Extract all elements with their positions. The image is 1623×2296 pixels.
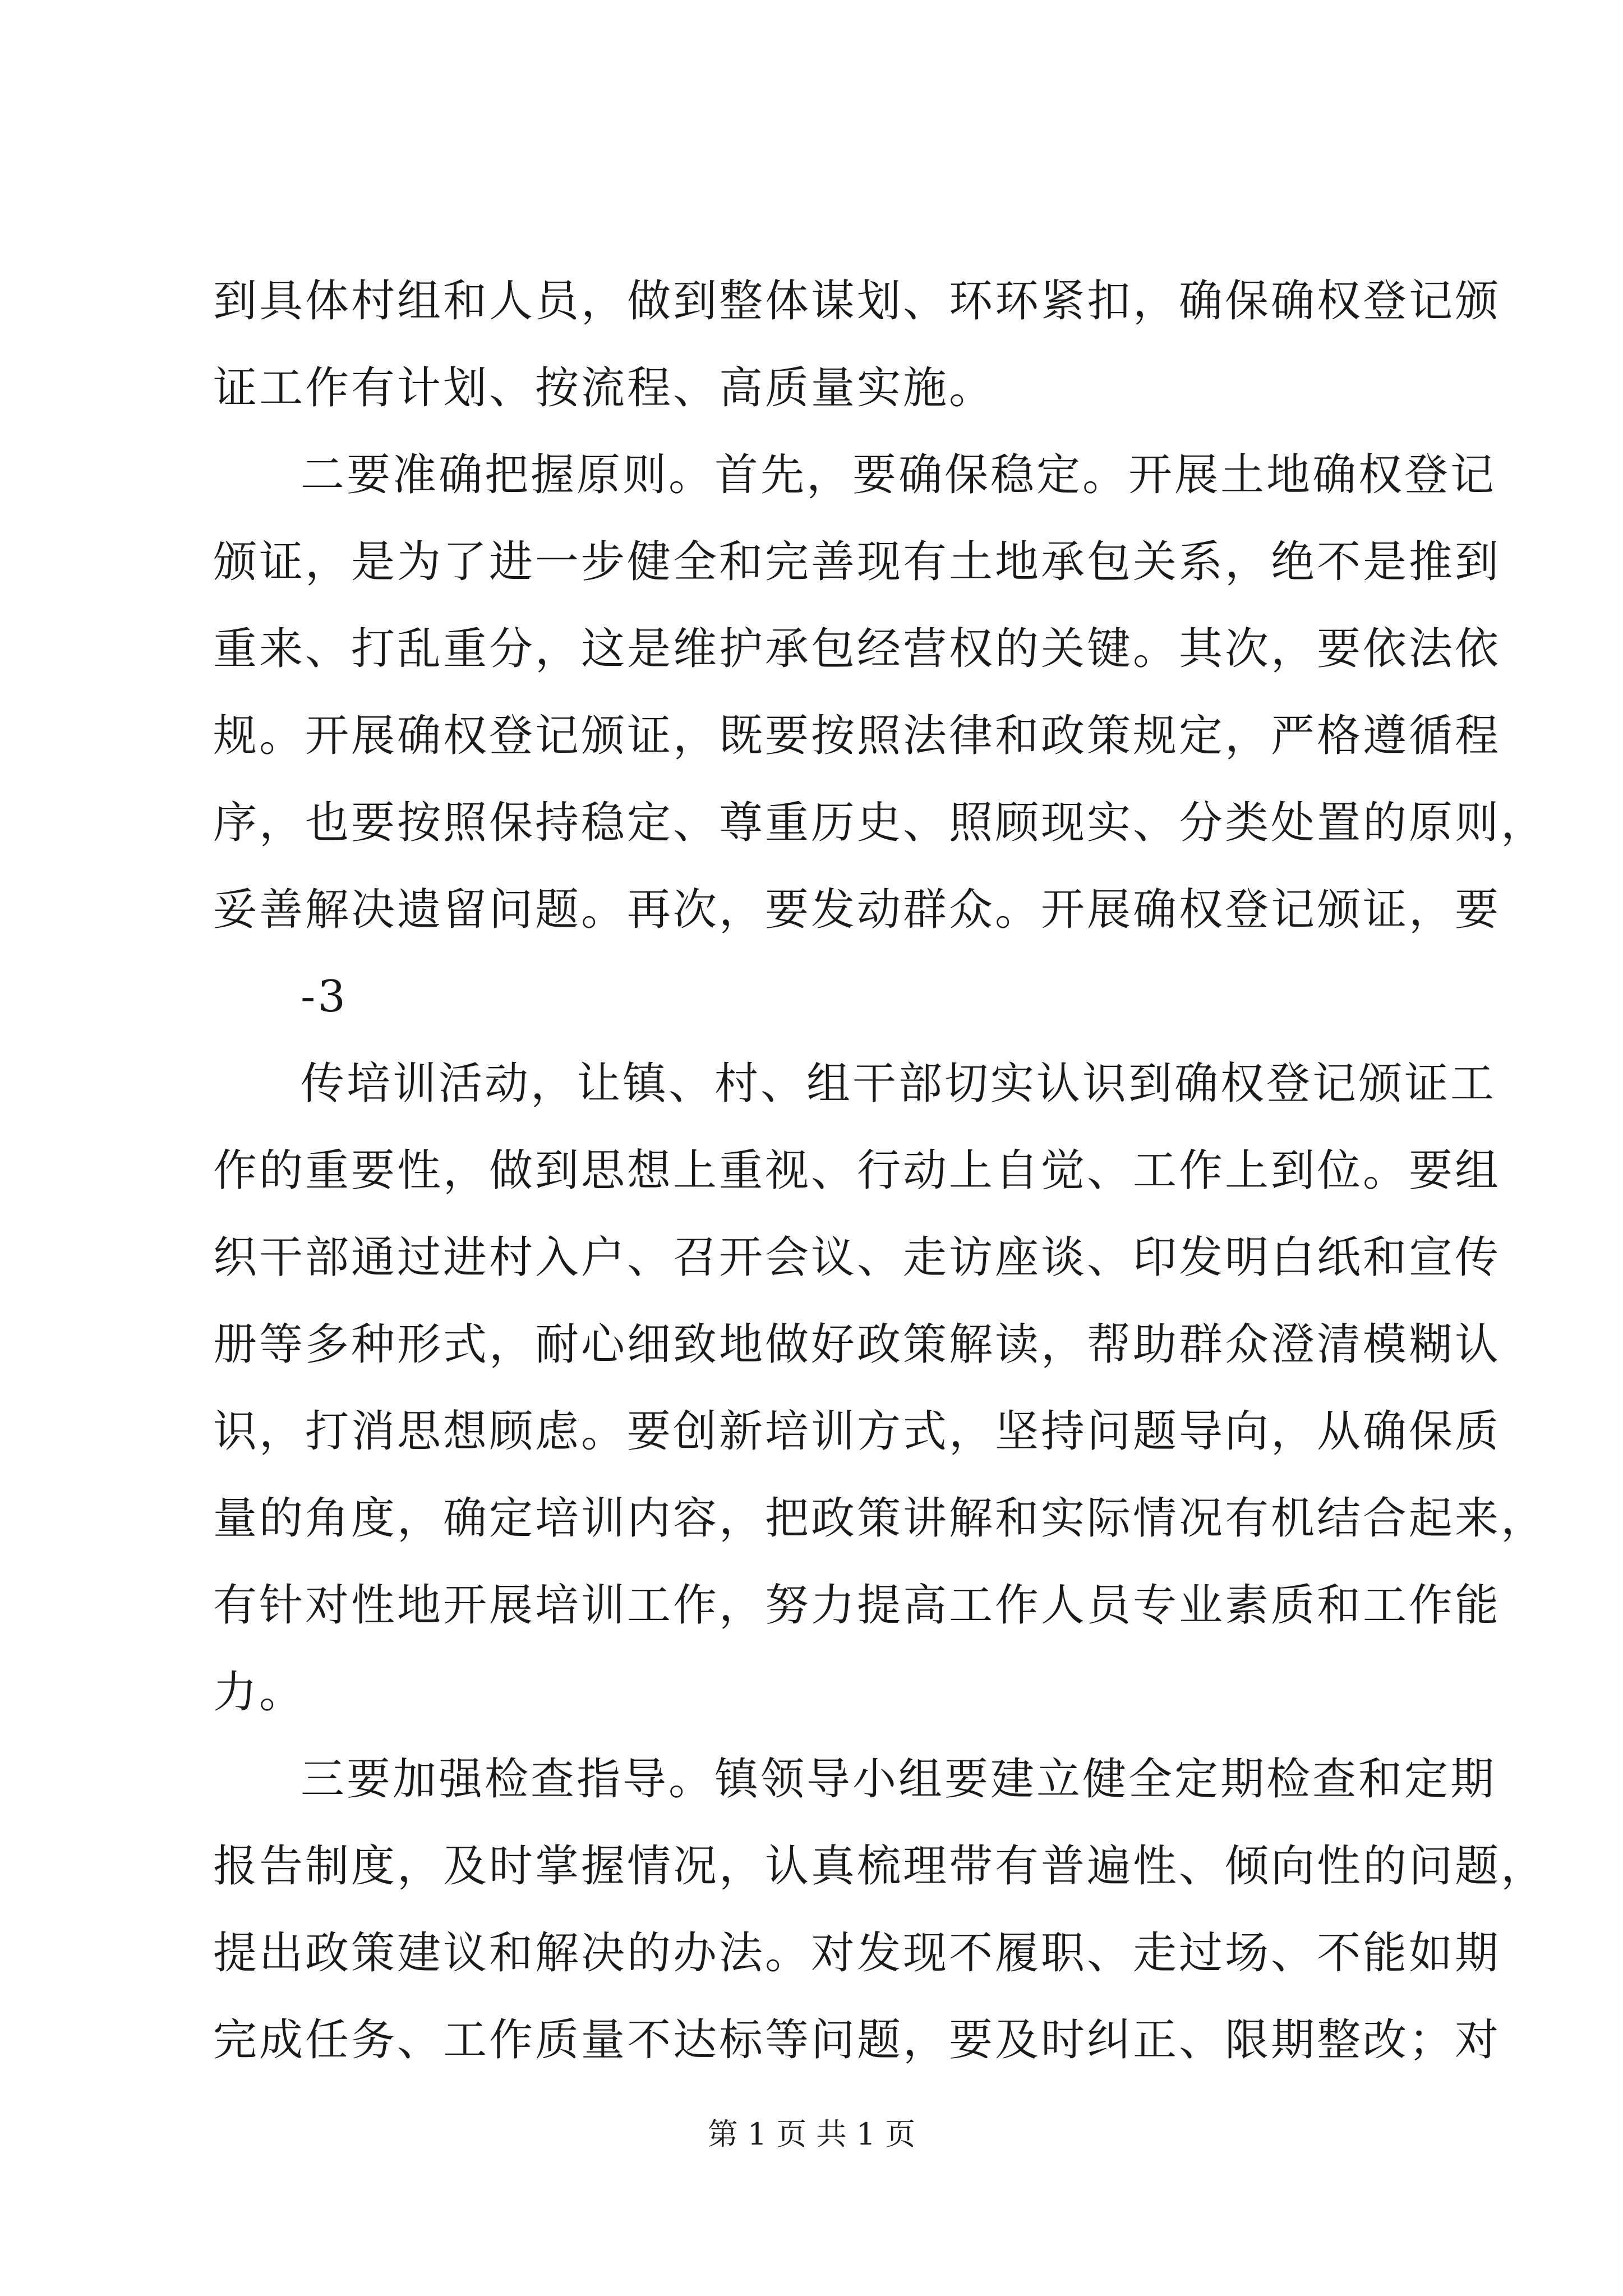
paragraph-start-line: 三要加强检查指导。镇领导小组要建立健全定期检查和定期 <box>301 1754 1497 1805</box>
text-line: 量的角度，确定培训内容，把政策讲解和实际情况有机结合起来， <box>213 1493 1547 1544</box>
text-line: 重来、打乱重分，这是维护承包经营权的关键。其次，要依法依 <box>213 624 1501 674</box>
paragraph-start-line: 二要准确把握原则。首先，要确保稳定。开展土地确权登记 <box>301 450 1497 500</box>
text-line: 册等多种形式，耐心细致地做好政策解读，帮助群众澄清模糊认 <box>213 1319 1501 1370</box>
page-number-footer: 第 1 页 共 1 页 <box>707 2116 916 2152</box>
text-line: 到具体村组和人员，做到整体谋划、环环紧扣，确保确权登记颁 <box>213 276 1501 326</box>
page-marker: -3 <box>301 972 348 1022</box>
text-line: 妥善解决遗留问题。再次，要发动群众。开展确权登记颁证，要 <box>213 885 1501 935</box>
text-line: 完成任务、工作质量不达标等问题，要及时纠正、限期整改；对 <box>213 2015 1501 2065</box>
text-line: 有针对性地开展培训工作，努力提高工作人员专业素质和工作能 <box>213 1580 1501 1631</box>
text-line: 报告制度，及时掌握情况，认真梳理带有普遍性、倾向性的问题， <box>213 1841 1547 1892</box>
text-line: 证工作有计划、按流程、高质量实施。 <box>213 363 995 413</box>
document-body <box>213 258 1547 2084</box>
text-line: 序，也要按照保持稳定、尊重历史、照顾现实、分类处置的原则， <box>213 798 1547 848</box>
text-line: 力。 <box>213 1667 306 1718</box>
text-line: 识，打消思想顾虑。要创新培训方式，坚持问题导向，从确保质 <box>213 1406 1501 1457</box>
text-line: 织干部通过进村入户、召开会议、走访座谈、印发明白纸和宣传 <box>213 1232 1501 1283</box>
text-line: 规。开展确权登记颁证，既要按照法律和政策规定，严格遵循程 <box>213 711 1501 761</box>
text-line: 作的重要性，做到思想上重视、行动上自觉、工作上到位。要组 <box>213 1145 1501 1196</box>
paragraph-start-line: 传培训活动，让镇、村、组干部切实认识到确权登记颁证工 <box>301 1059 1497 1109</box>
text-line: 提出政策建议和解决的办法。对发现不履职、走过场、不能如期 <box>213 1928 1501 1978</box>
text-line: 颁证，是为了进一步健全和完善现有土地承包关系，绝不是推到 <box>213 537 1501 587</box>
